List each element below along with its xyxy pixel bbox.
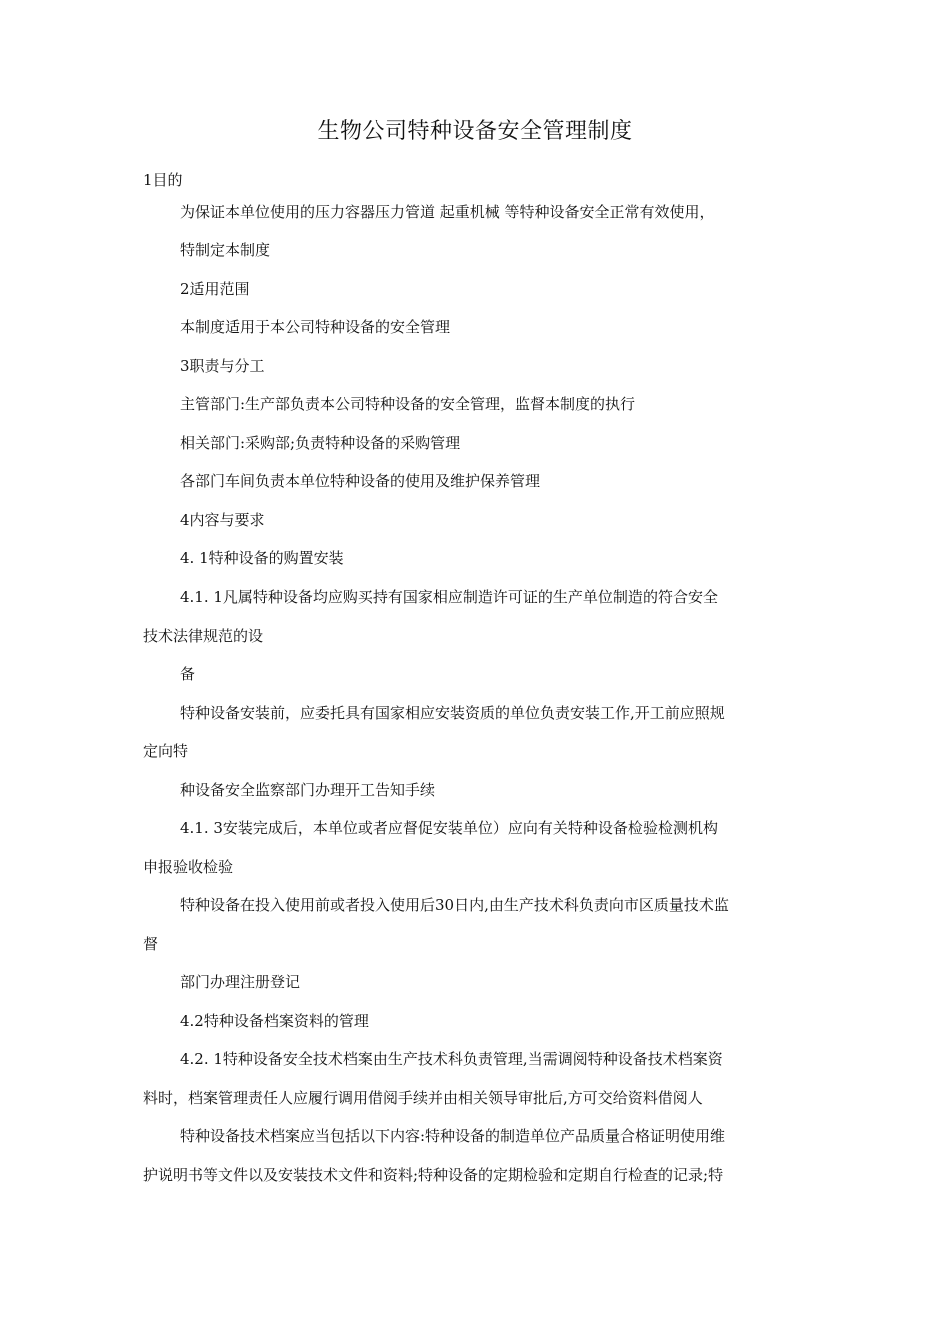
document-title: 生物公司特种设备安全管理制度 — [317, 119, 633, 144]
paragraph-line: 部门办理注册登记 — [180, 973, 301, 991]
paragraph-line: 申报验收检验 — [143, 858, 234, 876]
paragraph-line: 特制定本制度 — [180, 241, 271, 259]
paragraph-line: 4.1. 1凡属特种设备均应购买持有国家相应制造许可证的生产单位制造的符合安全 — [180, 588, 718, 606]
subsection-heading: 4.2特种设备档案资料的管理 — [180, 1012, 369, 1030]
paragraph-line: 种设备安全监察部门办理开工告知手续 — [180, 781, 436, 799]
paragraph-line: 特种设备安装前，应委托具有国家相应安装资质的单位负责安装工作,开工前应照规 — [180, 704, 725, 722]
paragraph-line: 相关部门:采购部;负责特种设备的采购管理 — [180, 434, 461, 452]
section-heading-duties: 3职责与分工 — [180, 357, 265, 375]
paragraph-line: 4.2. 1特种设备安全技术档案由生产技术科负责管理,当需调阅特种设备技术档案资 — [180, 1050, 723, 1068]
paragraph-line: 技术法律规范的设 — [143, 627, 264, 645]
section-heading-requirements: 4内容与要求 — [180, 511, 265, 529]
paragraph-line: 料时，档案管理责任人应履行调用借阅手续并由相关领导审批后,方可交给资料借阅人 — [143, 1089, 703, 1107]
paragraph-line: 为保证本单位使用的压力容器压力管道 起重机械 等特种设备安全正常有效使用， — [180, 203, 715, 221]
paragraph-line: 特种设备在投入使用前或者投入使用后30日内,由生产技术科负责向市区质量技术监 — [180, 896, 729, 914]
paragraph-line: 督 — [143, 935, 159, 953]
paragraph-line: 各部门车间负责本单位特种设备的使用及维护保养管理 — [180, 472, 541, 490]
paragraph-line: 护说明书等文件以及安装技术文件和资料;特种设备的定期检验和定期自行检查的记录;特 — [143, 1166, 724, 1184]
paragraph-line: 备 — [180, 665, 196, 683]
section-heading-purpose: 1目的 — [143, 171, 183, 189]
paragraph-line: 4.1. 3安装完成后，本单位或者应督促安装单位）应向有关特种设备检验检测机构 — [180, 819, 718, 837]
paragraph-line: 定向特 — [143, 742, 189, 760]
section-heading-scope: 2适用范围 — [180, 280, 250, 298]
paragraph-line: 特种设备技术档案应当包括以下内容:特种设备的制造单位产品质量合格证明使用维 — [180, 1127, 726, 1145]
subsection-heading: 4. 1特种设备的购置安装 — [180, 549, 344, 567]
paragraph-line: 本制度适用于本公司特种设备的安全管理 — [180, 318, 451, 336]
paragraph-line: 主管部门:生产部负责本公司特种设备的安全管理，监督本制度的执行 — [180, 395, 636, 413]
